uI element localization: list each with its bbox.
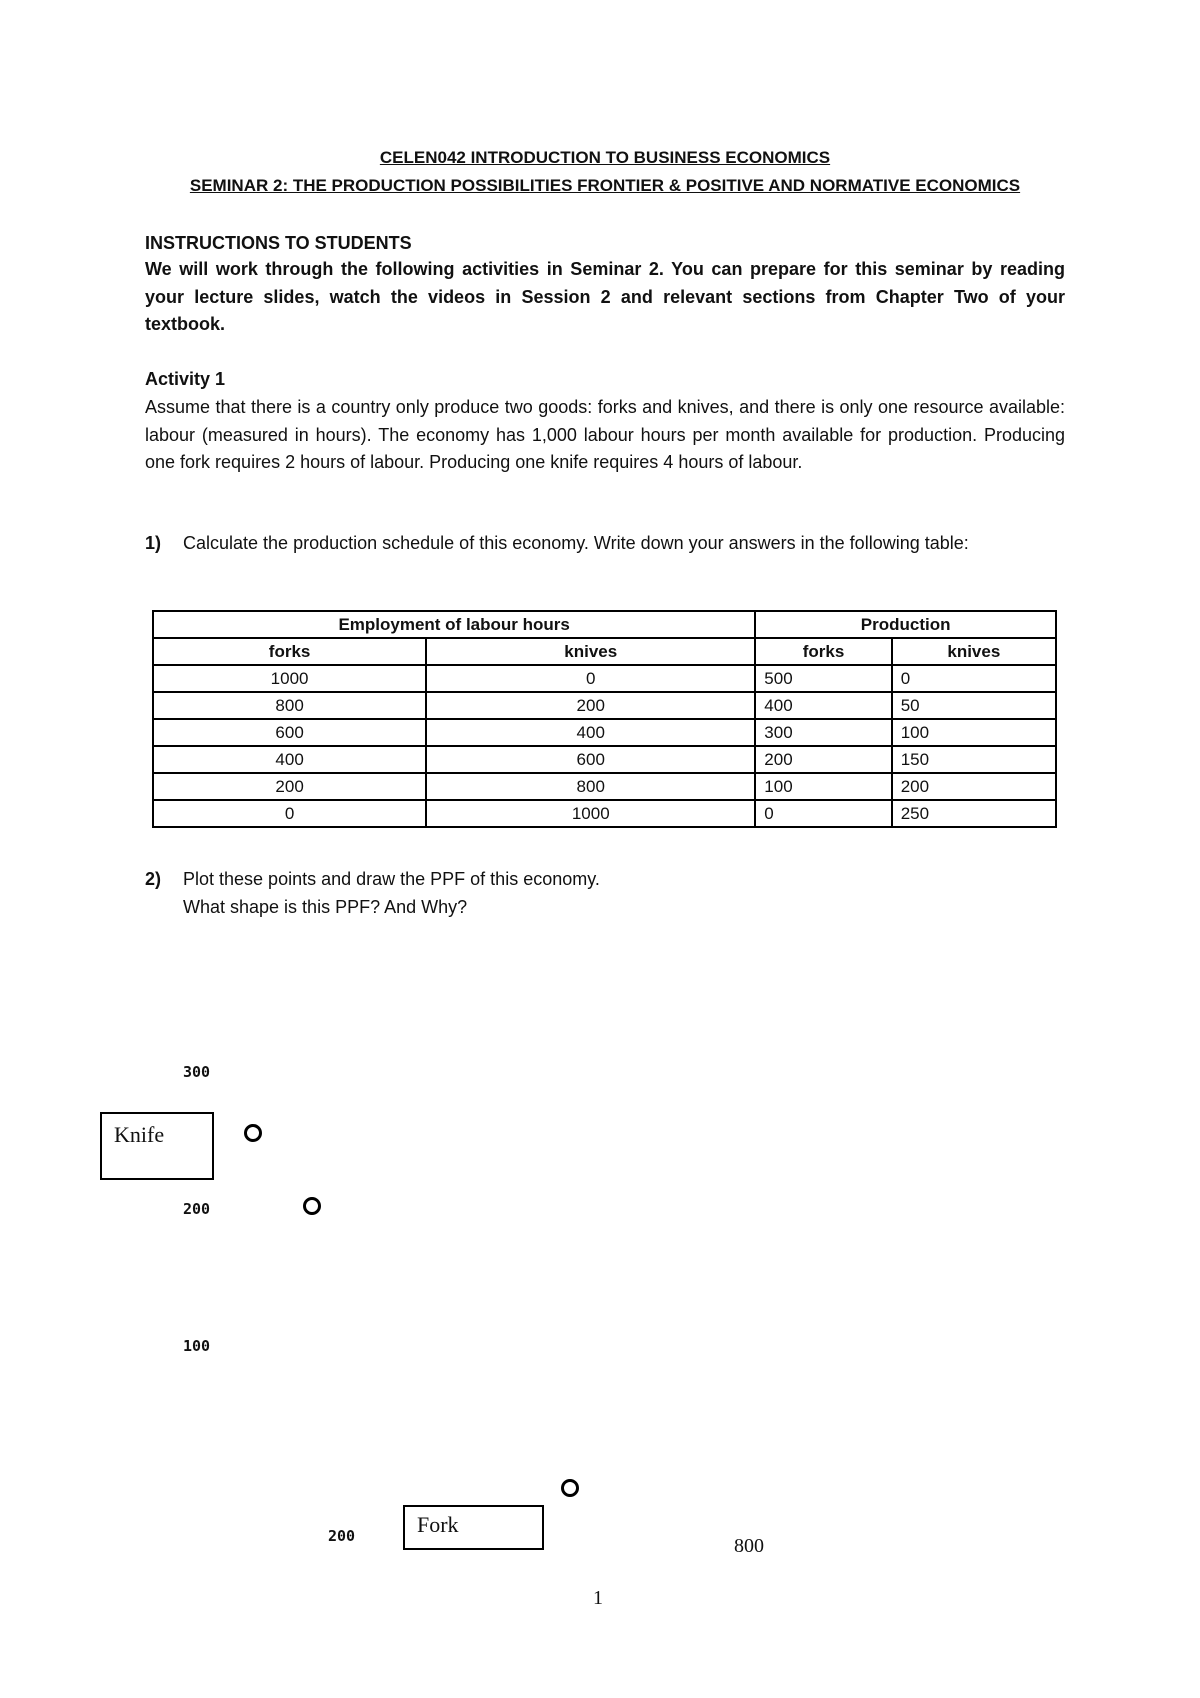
sub-header: knives <box>426 638 755 665</box>
table-cell: 800 <box>426 773 755 800</box>
question-2-line-2: What shape is this PPF? And Why? <box>183 896 468 917</box>
plot-point-marker <box>561 1479 579 1497</box>
plot-point-marker <box>244 1124 262 1142</box>
table-cell: 0 <box>755 800 891 827</box>
table-cell: 1000 <box>153 665 426 692</box>
table-cell: 400 <box>153 746 426 773</box>
question-2-number: 2) <box>145 869 162 889</box>
table-cell: 600 <box>153 719 426 746</box>
activity-body: Assume that there is a country only produce two goods: forks and knives, and there is only one resource available: labour (measured in hours). The economy has 1,000 labour hours per month available for production. Producing one fork requires 2 hours of labour. Producing one knife requires 4 hours of labour. <box>145 397 1065 472</box>
question-2-line-1: Plot these points and draw the PPF of this economy. <box>183 869 600 889</box>
table-cell: 300 <box>755 719 891 746</box>
table-cell: 0 <box>426 665 755 692</box>
table-cell: 1000 <box>426 800 755 827</box>
group-header-production: Production <box>755 611 1056 638</box>
y-tick-300: 300 <box>183 1063 211 1081</box>
plot-point-marker <box>303 1197 321 1215</box>
table-row <box>153 800 1056 827</box>
table-sub-header-row <box>153 638 1056 665</box>
question-1-number: 1) <box>145 533 162 553</box>
question-1 <box>145 530 1065 558</box>
group-header-employment: Employment of labour hours <box>153 611 755 638</box>
table-cell: 250 <box>892 800 1056 827</box>
table-cell: 400 <box>755 692 891 719</box>
table-cell: 200 <box>153 773 426 800</box>
x-axis-label-box: Fork <box>403 1505 544 1550</box>
y-axis-label-box: Knife <box>100 1112 214 1180</box>
table-cell: 500 <box>755 665 891 692</box>
table-group-header-row <box>153 611 1056 638</box>
page-number: 1 <box>593 1587 603 1609</box>
question-2 <box>145 866 1065 921</box>
x-tick-200: 200 <box>328 1527 356 1545</box>
table-cell: 100 <box>892 719 1056 746</box>
instructions-heading: INSTRUCTIONS TO STUDENTS <box>145 233 412 253</box>
table-cell: 0 <box>892 665 1056 692</box>
seminar-title: SEMINAR 2: THE PRODUCTION POSSIBILITIES FRONTIER & POSITIVE AND NORMATIVE ECONOMICS <box>189 176 1021 195</box>
activity-heading: Activity 1 <box>145 369 226 389</box>
table-cell: 600 <box>426 746 755 773</box>
production-schedule-table <box>152 610 1057 828</box>
sub-header: knives <box>892 638 1056 665</box>
table-row <box>153 719 1056 746</box>
table-cell: 50 <box>892 692 1056 719</box>
table-cell: 150 <box>892 746 1056 773</box>
table-cell: 200 <box>426 692 755 719</box>
instructions-body: We will work through the following activities in Seminar 2. You can prepare for this seminar by reading your lecture slides, watch the videos in Session 2 and relevant sections from Chapter Two of your textbook. <box>145 259 1065 334</box>
table-cell: 100 <box>755 773 891 800</box>
question-1-text: Calculate the production schedule of this economy. Write down your answers in the following table: <box>183 533 969 553</box>
table-cell: 400 <box>426 719 755 746</box>
course-title: CELEN042 INTRODUCTION TO BUSINESS ECONOMICS <box>379 148 831 167</box>
table-row <box>153 773 1056 800</box>
table-cell: 0 <box>153 800 426 827</box>
y-tick-200: 200 <box>183 1200 211 1218</box>
y-tick-100: 100 <box>183 1337 211 1355</box>
table-row <box>153 746 1056 773</box>
sub-header: forks <box>153 638 426 665</box>
table-row <box>153 665 1056 692</box>
table-cell: 200 <box>892 773 1056 800</box>
x-tick-800: 800 <box>734 1535 764 1557</box>
table-row <box>153 692 1056 719</box>
table-cell: 200 <box>755 746 891 773</box>
table-cell: 800 <box>153 692 426 719</box>
sub-header: forks <box>755 638 891 665</box>
